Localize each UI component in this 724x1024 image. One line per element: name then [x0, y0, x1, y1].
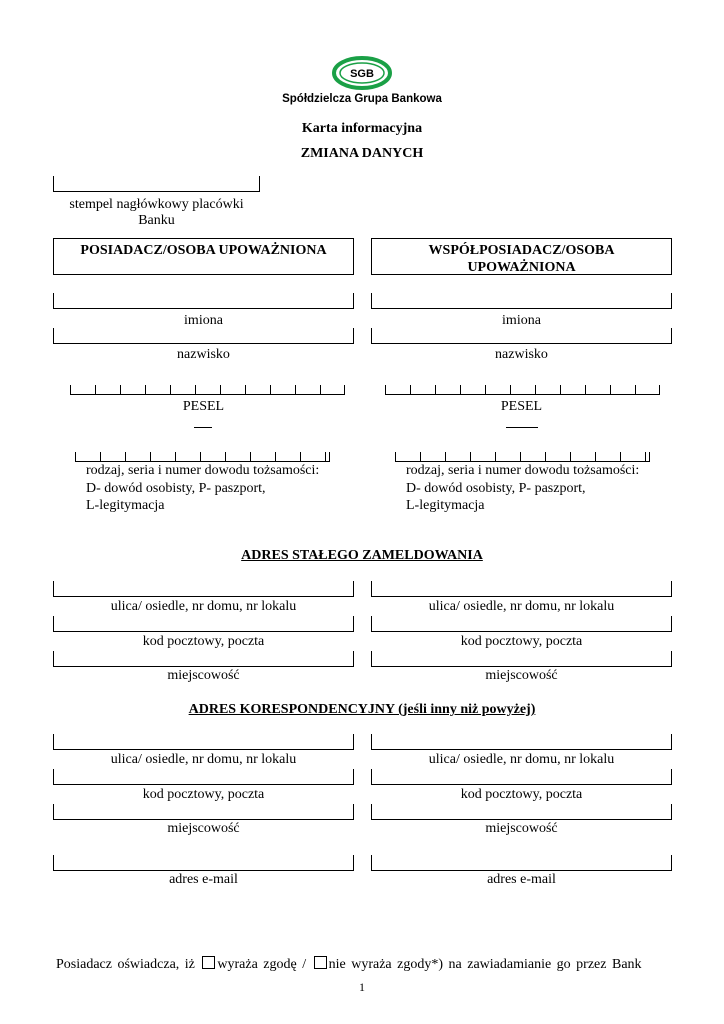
coholder-perm-city-label: miejscowość: [485, 668, 558, 683]
coholder-header-line2: UPOWAŻNIONA: [467, 260, 576, 275]
holder-surname-label: nazwisko: [177, 347, 230, 362]
coholder-corr-city-input[interactable]: [371, 804, 672, 820]
holder-perm-postal-input[interactable]: [53, 616, 354, 632]
coholder-corr-postal-input[interactable]: [371, 769, 672, 785]
holder-id-doc-input[interactable]: [75, 452, 330, 462]
consent-prefix: Posiadacz oświadcza, iż: [56, 957, 195, 972]
stamp-field[interactable]: [53, 176, 260, 192]
holder-perm-street-label: ulica/ osiedle, nr domu, nr lokalu: [110, 599, 297, 614]
coholder-surname-input[interactable]: [371, 328, 672, 344]
holder-surname-input[interactable]: [53, 328, 354, 344]
holder-header: [53, 238, 354, 275]
coholder-corr-street-input[interactable]: [371, 734, 672, 750]
holder-first-names-input[interactable]: [53, 293, 354, 309]
holder-id-doc-label-3: L-legitymacja: [86, 498, 165, 513]
coholder-corr-city-label: miejscowość: [485, 821, 558, 836]
stamp-label-2: Banku: [138, 213, 175, 228]
coholder-perm-postal-label: kod pocztowy, poczta: [460, 634, 583, 649]
holder-corr-street-label: ulica/ osiedle, nr domu, nr lokalu: [110, 752, 297, 767]
permanent-address-heading: ADRES STAŁEGO ZAMELDOWANIA: [241, 548, 483, 563]
coholder-corr-postal-label: kod pocztowy, poczta: [460, 787, 583, 802]
holder-corr-postal-input[interactable]: [53, 769, 354, 785]
sgb-logo-icon: [262, 55, 462, 95]
holder-corr-postal-label: kod pocztowy, poczta: [142, 787, 265, 802]
coholder-id-doc-label-3: L-legitymacja: [406, 498, 485, 513]
holder-id-doc-label-2: D- dowód osobisty, P- paszport,: [86, 481, 266, 496]
logo-badge: SGB: [350, 68, 374, 80]
coholder-first-names-label: imiona: [502, 313, 541, 328]
correspondence-address-heading: ADRES KORESPONDENCYJNY (jeśli inny niż powyżej): [188, 702, 536, 717]
page-number: 1: [359, 980, 365, 994]
coholder-corr-street-label: ulica/ osiedle, nr domu, nr lokalu: [428, 752, 615, 767]
holder-pesel-divider: [194, 427, 212, 428]
holder-perm-city-label: miejscowość: [167, 668, 240, 683]
holder-perm-city-input[interactable]: [53, 651, 354, 667]
holder-perm-street-input[interactable]: [53, 581, 354, 597]
holder-email-input[interactable]: [53, 855, 354, 871]
coholder-header: [371, 238, 672, 275]
holder-corr-street-input[interactable]: [53, 734, 354, 750]
logo: [262, 55, 462, 110]
coholder-pesel-input[interactable]: [385, 385, 660, 395]
coholder-pesel-divider: [506, 427, 538, 428]
coholder-pesel-label: PESEL: [500, 399, 543, 414]
coholder-surname-label: nazwisko: [495, 347, 548, 362]
coholder-first-names-input[interactable]: [371, 293, 672, 309]
holder-email-label: adres e-mail: [169, 872, 238, 887]
consent-disagree-label: nie wyraża zgody*) na zawiadamianie go przez Bank: [328, 957, 642, 972]
holder-header-text: POSIADACZ/OSOBA UPOWAŻNIONA: [80, 243, 327, 258]
holder-perm-postal-label: kod pocztowy, poczta: [142, 634, 265, 649]
page-title: Karta informacyjna: [301, 121, 423, 136]
holder-first-names-label: imiona: [184, 313, 223, 328]
consent-agree-checkbox[interactable]: [202, 956, 215, 969]
coholder-id-doc-label-1: rodzaj, seria i numer dowodu tożsamości:: [406, 463, 640, 478]
logo-text: Spółdzielcza Grupa Bankowa: [282, 93, 442, 105]
consent-agree-label: wyraża zgodę /: [217, 957, 307, 972]
consent-statement: [56, 956, 668, 973]
holder-pesel-input[interactable]: [70, 385, 345, 395]
coholder-email-label: adres e-mail: [487, 872, 556, 887]
holder-corr-city-label: miejscowość: [167, 821, 240, 836]
stamp-label-1: stempel nagłówkowy placówki: [69, 197, 244, 212]
coholder-perm-street-input[interactable]: [371, 581, 672, 597]
coholder-id-doc-input[interactable]: [395, 452, 650, 462]
coholder-id-doc-label-2: D- dowód osobisty, P- paszport,: [406, 481, 586, 496]
holder-pesel-label: PESEL: [182, 399, 225, 414]
page-subtitle: ZMIANA DANYCH: [300, 146, 424, 161]
holder-corr-city-input[interactable]: [53, 804, 354, 820]
coholder-perm-city-input[interactable]: [371, 651, 672, 667]
coholder-email-input[interactable]: [371, 855, 672, 871]
consent-disagree-checkbox[interactable]: [314, 956, 327, 969]
holder-id-doc-label-1: rodzaj, seria i numer dowodu tożsamości:: [86, 463, 320, 478]
coholder-perm-postal-input[interactable]: [371, 616, 672, 632]
coholder-header-line1: WSPÓŁPOSIADACZ/OSOBA: [428, 243, 615, 258]
coholder-perm-street-label: ulica/ osiedle, nr domu, nr lokalu: [428, 599, 615, 614]
